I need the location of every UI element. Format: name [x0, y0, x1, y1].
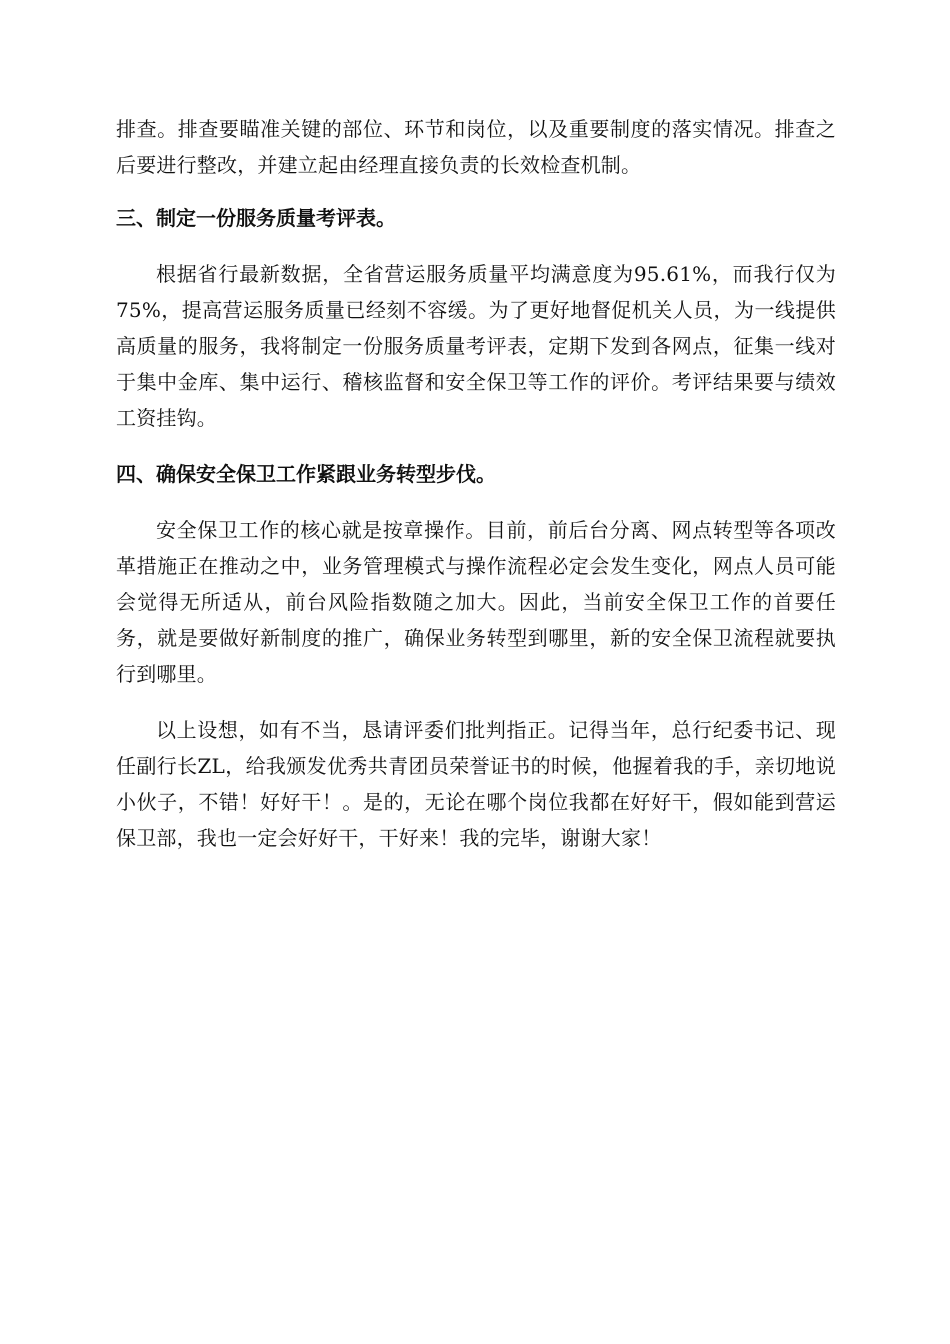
section-3-paragraph: 根据省行最新数据，全省营运服务质量平均满意度为95.61%，而我行仅为75%，提高营运服务质量已经刻不容缓。为了更好地督促机关人员，为一线提供高质量的服务，我将制定一份服务质量考评表，定期下发到各网点，征集一线对于集中金库、集中运行、稽核监督和安全保卫等工作的评价。考评结果要与绩效工资挂钩。	[116, 262, 836, 430]
section-3-heading: 三、制定一份服务质量考评表。	[116, 206, 396, 230]
closing-paragraph: 以上设想，如有不当，恳请评委们批判指正。记得当年，总行纪委书记、现任副行长ZL，给我颁发优秀共青团员荣誉证书的时候，他握着我的手，亲切地说小伙子，不错！好好干！。是的，无论在哪个岗位我都在好好干，假如能到营运保卫部，我也一定会好好干，干好来！我的完毕，谢谢大家！	[116, 718, 836, 850]
section-4-paragraph: 安全保卫工作的核心就是按章操作。目前，前后台分离、网点转型等各项改革措施正在推动之中，业务管理模式与操作流程必定会发生变化，网点人员可能会觉得无所适从，前台风险指数随之加大。因此，当前安全保卫工作的首要任务，就是要做好新制度的推广，确保业务转型到哪里，新的安全保卫流程就要执行到哪里。	[116, 518, 836, 686]
document-body	[116, 111, 836, 856]
intro-paragraph: 排查。排查要瞄准关键的部位、环节和岗位，以及重要制度的落实情况。排查之后要进行整改，并建立起由经理直接负责的长效检查机制。	[116, 117, 836, 177]
section-4-heading: 四、确保安全保卫工作紧跟业务转型步伐。	[116, 462, 496, 486]
